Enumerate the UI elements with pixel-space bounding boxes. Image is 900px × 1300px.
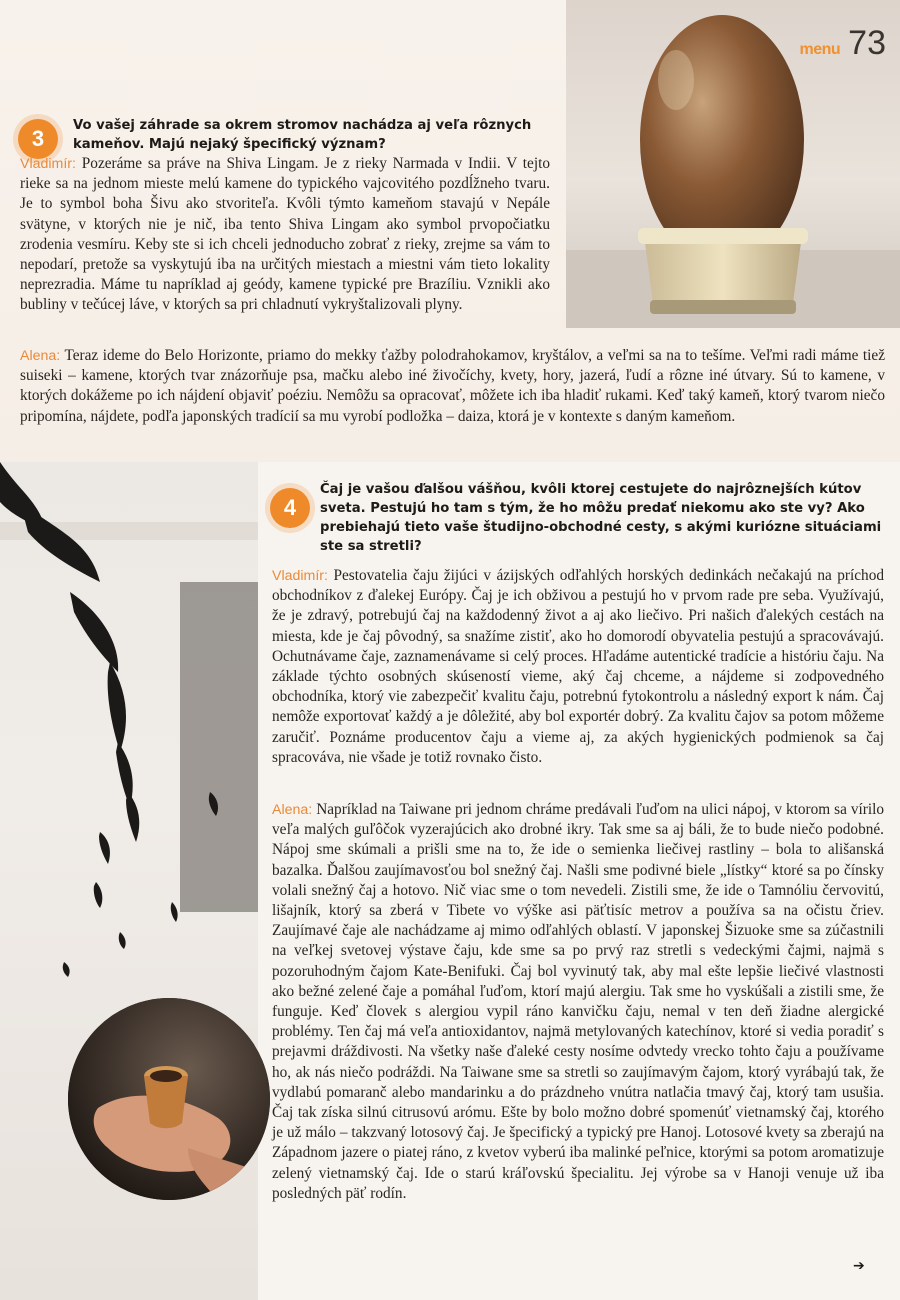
answer-3-vladimir (20, 154, 550, 316)
question-number-badge: 3 (18, 119, 58, 159)
answer-text: Teraz ideme do Belo Horizonte, priamo do mekky ťažby polodrahokamov, kryštálov, a veľmi sa na to tešíme. Veľmi radi máme tiež suiseki – kamene, ktorých tvar znázorňuje psa, mačku alebo iné živočíchy, kvety, hory, jazerá, ľudí a rôzne iné útvary. Sú to kamene, v ktorých dokážeme po ich nájdení objaviť poéziu. Nemôžu sa opracovať, môžete ich iba hladiť rukami. Keď taký kameň, ktorý tvarom niečo pripomína, nájdete, podľa japonských tradícií sa mu vyrobí podložka – daiza, ktorá je v kontexte s daným kameňom. (20, 347, 885, 425)
page-number: 73 (848, 24, 886, 62)
speaker-label: Alena: (272, 802, 313, 818)
question-number-badge: 4 (270, 488, 310, 528)
answer-3-alena (20, 346, 885, 427)
answer-text: Pestovatelia čaju žijúci v ázijských odľahlých horských dedinkách nečakajú na príchod obchodníkov z ďalekej Európy. Čaj je ich obživou a pestujú ho v prvom rade pre seba. Využívajú, že je zdravý, potrebujú čaj na každodenný život a aj ako liečivo. Pri našich ďalekých cestách na miesta, kde je čaj pôvodný, sa snažíme zistiť, ako ho domorodí obyvatelia pestujú a spracovávajú. Ochutnávame čaje, zaznamenávame si celý proces. Hľadáme autentické tradície a históriu čaju. Na základe týchto osobných skúseností vieme, aký čaj chceme, a nájdeme si zodpovedného obchodníka, ktorý vie zabezpečiť kvalitu čaju, potrebnú fytokontrolu a následný export k nám. Čaj nemôže exportovať každý a je dôležité, aby bol exportér dobrý. Za kvalitu čajov sa potom môžeme zaručiť. Poznáme producentov čaju a vieme aj, za akých hygienických podmienok sa čaj spracováva, nie všade je totiž rovnako čisto. (272, 567, 884, 766)
answer-4-vladimir (272, 566, 884, 768)
answer-4-alena (272, 800, 884, 1204)
question-4-heading: Čaj je vašou ďalšou vášňou, kvôli ktorej cestujete do najrôznejších kútov sveta. Pestujú ho tam s tým, že ho môžu predať niekomu ako ste vy? Ako prebiehajú tieto vaše študijno-obchodné cesty, s akými kuriózne situáciami ste sa stretli? (320, 482, 882, 554)
speaker-label: Vladimír: (20, 156, 76, 172)
answer-text: Pozeráme sa práve na Shiva Lingam. Je z rieky Narmada v Indii. V tejto rieke sa na jednom mieste melú kamene do typického vajcovitého pozdĺžneho tvaru. Je to symbol boha Šivu ako stvoriteľa. Kvôli týmto kameňom stavajú v Nepále svätyne, v ktorých nie je nič, iba tento Shiva Lingam ako symbol prvopočiatku zrodenia vesmíru. Keby ste si ich chceli jednoducho zobrať z rieky, zrejme sa vám to nepodarí, pretože sa vyskytujú iba na určitých miestach a miestni vám tieto lokality neprezradia. Máme tu napríklad aj geódy, kamene typické pre Brazíliu. Vznikli ako bubliny v tečúcej láve, v ktorých sa pri chladnutí vykryštalizovali plyny. (20, 155, 550, 314)
page-header (800, 24, 887, 63)
tea-cup-hand-photo (68, 998, 270, 1200)
speaker-label: Vladimír: (272, 568, 328, 584)
question-3-heading: Vo vašej záhrade sa okrem stromov nachádza aj veľa rôznych kameňov. Majú nejaký špecifický význam? (73, 118, 532, 152)
continue-arrow-icon: ➔ (853, 1258, 865, 1274)
speaker-label: Alena: (20, 348, 61, 364)
section-label: menu (799, 41, 841, 58)
hand-holding-cup-illustration (68, 998, 270, 1200)
answer-text: Napríklad na Taiwane pri jednom chráme predávali ľuďom na ulici nápoj, v ktorom sa vírilo veľa malých guľôčok vyzerajúcich ako drobné ikry. Tak sme sa aj báli, že to bude niečo podobné. Nápoj sme skúmali a prišli sme na to, že ide o semienka liečivej rastliny – bola to ališanská bazalka. Ďalšou zaujímavosťou bol snežný čaj. Našli sme podivné biele „lístky“ ktoré sa po čínsky volali snežný čaj a hotovo. Nič viac sme o tom nevedeli. Zistili sme, že ide o Tamnóliu červovitú, lišajník, ktorý sa zberá v Tibete vo výške asi päťtisíc metrov a používa sa na očistu čriev. Zaujímavé čaje ale nachádzame aj mimo odľahlých oblastí. V japonskej Šizuoke sme sa zúčastnili na veľkej svetovej výstave čaju, kde sme sa po prvý raz stretli s vedeckými čajmi, najmä s pozoruhodným čajom Kate-Benifuki. Čaj bol vyvinutý tak, aby mal ešte lepšie liečivé vlastnosti ako bežné zelené čaje a pomáhal ľuďom, ktorí majú alergiu. Tak sme ho vyskúšali a zistili sme, že funguje. Keď človek s alergiou vypil ráno kanvičku čaju, nemal v ten deň žiadne alergické problémy. Ten čaj má veľa antioxidantov, najmä metylovaných katechínov, ktoré si vedia poradiť s prejavmi dráždivosti. Na všetky naše ďaleké cesty nosíme odvtedy vrecko tohto čaju a používame ho, ak nás niečo podráždi. Na Taiwane sme sa stretli so zaujímavým čajom, ktorý vyrábajú tak, že vydlabú pomaranč alebo mandarinku a do prázdneho vnútra natlačia tmavý čaj, ktorý tam usušia. Čaj tak získa silnú citrusovú arómu. Ešte by bolo možno dobré spomenúť vietnamský čaj, ktorého je už málo – takzvaný lotosový čaj. Je špecifický a typický pre Hanoj. Lotosové kvety sa zberajú na Západnom jazere o piatej ráno, z kvetov vyberú iba malinké peľnice, ktorými sa potom aromatizuje zelený vietnamský čaj. Ide o starú kráľovskú špecialitu. Jej výrobe sa v Hanoji venuje už iba posledných päť rodín. (272, 801, 884, 1202)
